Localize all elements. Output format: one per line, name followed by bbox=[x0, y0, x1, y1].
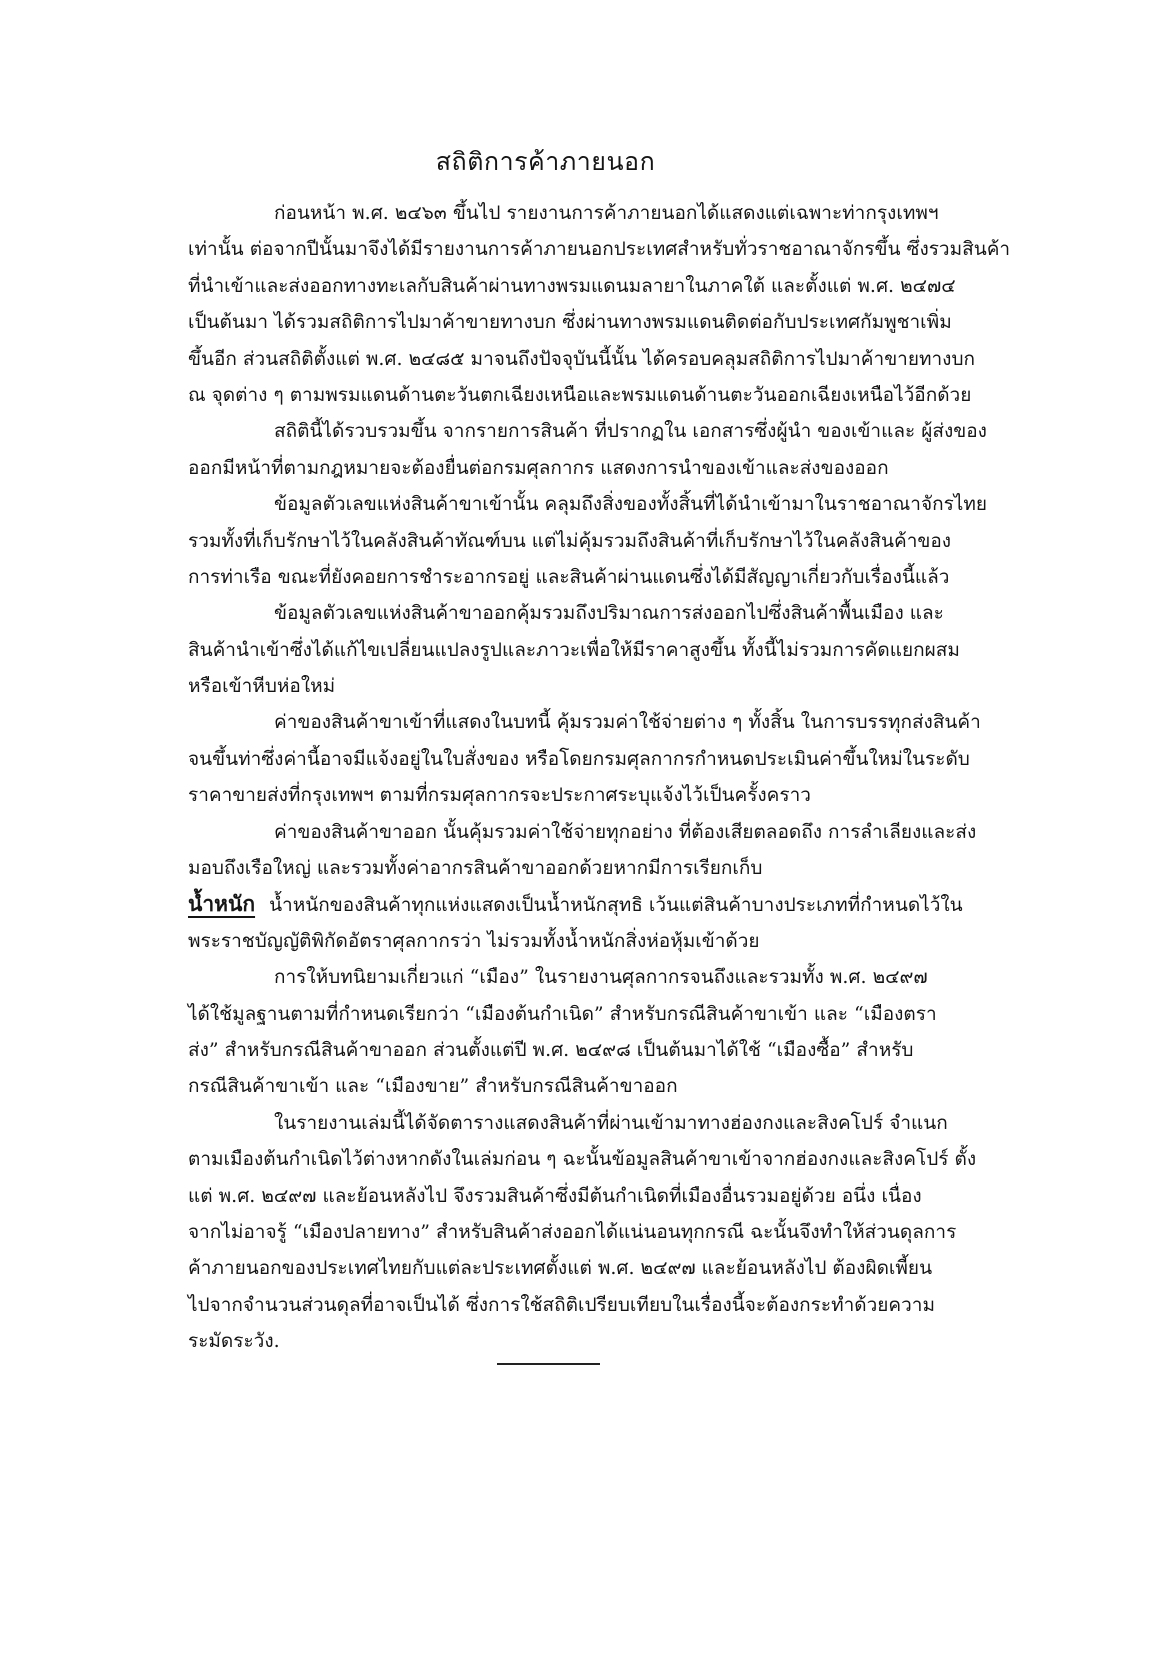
text-line: ส่ง” สำหรับกรณีสินค้าขาออก ส่วนตั้งแต่ปี พ.ศ. ๒๔๙๘ เป็นต้นมาได้ใช้ “เมืองซื้อ” สำหรับ bbox=[188, 1038, 914, 1061]
end-rule bbox=[497, 1363, 600, 1365]
paragraph bbox=[188, 195, 1011, 413]
text-line-content: น้ำหนักของสินค้าทุกแห่งแสดงเป็นน้ำหนักสุทธิ เว้นแต่สินค้าบางประเภทที่กำหนดไว้ใน bbox=[269, 894, 963, 917]
text-line: การท่าเรือ ขณะที่ยังคอยการชำระอากรอยู่ และสินค้าผ่านแดนซึ่งได้มีสัญญาเกี่ยวกับเรื่องนี้แล้ว bbox=[188, 565, 950, 588]
text-line: ค่าของสินค้าขาเข้าที่แสดงในบทนี้ คุ้มรวมค่าใช้จ่ายต่าง ๆ ทั้งสิ้น ในการบรรทุกส่งสินค้า bbox=[274, 711, 981, 734]
paragraph bbox=[188, 814, 977, 887]
page-title: สถิติการค้าภายนอก bbox=[435, 147, 656, 176]
text-line: ณ จุดต่าง ๆ ตามพรมแดนด้านตะวันตกเฉียงเหนือและพรมแดนด้านตะวันออกเฉียงเหนือไว้อีกด้วย bbox=[188, 383, 972, 406]
text-line: ข้อมูลตัวเลขแห่งสินค้าขาออกคุ้มรวมถึงปริมาณการส่งออกไปซึ่งสินค้าพื้นเมือง และ bbox=[274, 602, 944, 625]
text-line: รวมทั้งที่เก็บรักษาไว้ในคลังสินค้าทัณฑ์บน แต่ไม่คุ้มรวมถึงสินค้าที่เก็บรักษาไว้ในคลังสินค้าของ bbox=[188, 529, 952, 552]
text-line: ระมัดระวัง. bbox=[188, 1330, 280, 1353]
text-line: จากไม่อาจรู้ “เมืองปลายทาง” สำหรับสินค้าส่งออกได้แน่นอนทุกกรณี ฉะนั้นจึงทำให้ส่วนดุลการ bbox=[188, 1220, 957, 1243]
paragraph bbox=[188, 959, 937, 1105]
text-line: กรณีสินค้าขาเข้า และ “เมืองขาย” สำหรับกรณีสินค้าขาออก bbox=[188, 1075, 678, 1098]
paragraph bbox=[188, 886, 963, 959]
text-line: ตามเมืองต้นกำเนิดไว้ต่างหากดังในเล่มก่อน ๆ ฉะนั้นข้อมูลสินค้าขาเข้าจากฮ่องกงและสิงคโปร์ ตั้ง bbox=[188, 1148, 977, 1171]
text-line: สินค้านำเข้าซึ่งได้แก้ไขเปลี่ยนแปลงรูปและภาวะเพื่อให้มีราคาสูงขึ้น ทั้งนี้ไม่รวมการคัดแยกผสม bbox=[188, 638, 960, 661]
text-line: ขึ้นอีก ส่วนสถิติตั้งแต่ พ.ศ. ๒๔๘๕ มาจนถึงปัจจุบันนี้นั้น ได้ครอบคลุมสถิติการไปมาค้าขายทางบก bbox=[188, 347, 976, 370]
text-line: ไปจากจำนวนส่วนดุลที่อาจเป็นได้ ซึ่งการใช้สถิติเปรียบเทียบในเรื่องนี้จะต้องกระทำด้วยความ bbox=[188, 1293, 935, 1316]
paragraph bbox=[188, 413, 987, 486]
paragraph bbox=[188, 486, 988, 595]
text-line: ข้อมูลตัวเลขแห่งสินค้าขาเข้านั้น คลุมถึงสิ่งของทั้งสิ้นที่ได้นำเข้ามาในราชอาณาจักรไทย bbox=[274, 493, 988, 516]
text-line: ได้ใช้มูลฐานตามที่กำหนดเรียกว่า “เมืองต้นกำเนิด” สำหรับกรณีสินค้าขาเข้า และ “เมืองตรา bbox=[188, 1002, 937, 1025]
text-line: สถิตินี้ได้รวบรวมขึ้น จากรายการสินค้า ที่ปรากฏใน เอกสารซึ่งผู้นำ ของเข้าและ ผู้ส่งของ bbox=[274, 420, 987, 443]
text-line: ในรายงานเล่มนี้ได้จัดตารางแสดงสินค้าที่ผ่านเข้ามาทางฮ่องกงและสิงคโปร์ จำแนก bbox=[274, 1111, 948, 1134]
text-line: ราคาขายส่งที่กรุงเทพฯ ตามที่กรมศุลกากรจะประกาศระบุแจ้งไว้เป็นครั้งคราว bbox=[188, 784, 811, 807]
text-line: เท่านั้น ต่อจากปีนั้นมาจึงได้มีรายงานการค้าภายนอกประเทศสำหรับทั่วราชอาณาจักรขึ้น ซึ่งรวมสินค้า bbox=[188, 238, 1011, 261]
text-line: ที่นำเข้าและส่งออกทางทะเลกับสินค้าผ่านทางพรมแดนมลายาในภาคใต้ และตั้งแต่ พ.ศ. ๒๔๗๔ bbox=[188, 274, 956, 297]
text-line: มอบถึงเรือใหญ่ และรวมทั้งค่าอากรสินค้าขาออกด้วยหากมีการเรียกเก็บ bbox=[188, 857, 763, 880]
text-line: ค่าของสินค้าขาออก นั้นคุ้มรวมค่าใช้จ่ายทุกอย่าง ที่ต้องเสียตลอดถึง การลำเลียงและส่ง bbox=[274, 820, 977, 843]
text-line: พระราชบัญญัติพิกัดอัตราศุลกากรว่า ไม่รวมทั้งน้ำหนักสิ่งห่อหุ้มเข้าด้วย bbox=[188, 929, 760, 952]
paragraph bbox=[188, 704, 981, 813]
document-body bbox=[188, 195, 1011, 1360]
text-line: แต่ พ.ศ. ๒๔๙๗ และย้อนหลังไป จึงรวมสินค้าซึ่งมีต้นกำเนิดที่เมืองอื่นรวมอยู่ด้วย อนึ่ง เนื่อง bbox=[188, 1184, 922, 1207]
text-line: หรือเข้าหีบห่อใหม่ bbox=[188, 675, 336, 698]
paragraph bbox=[188, 595, 960, 704]
text-line: ก่อนหน้า พ.ศ. ๒๔๖๓ ขึ้นไป รายงานการค้าภายนอกได้แสดงแต่เฉพาะท่ากรุงเทพฯ bbox=[274, 202, 939, 224]
text-line: ออกมีหน้าที่ตามกฎหมายจะต้องยื่นต่อกรมศุลกากร แสดงการนำของเข้าและส่งของออก bbox=[188, 456, 889, 479]
section-label: น้ำหนัก bbox=[188, 891, 256, 917]
paragraph bbox=[188, 1105, 977, 1360]
text-line: จนขึ้นท่าซึ่งค่านี้อาจมีแจ้งอยู่ในใบสั่งของ หรือโดยกรมศุลกากรกำหนดประเมินค่าขึ้นใหม่ในระดับ bbox=[188, 747, 970, 770]
text-line bbox=[188, 886, 963, 922]
text-line: การให้บทนิยามเกี่ยวแก่ “เมือง” ในรายงานศุลกากรจนถึงและรวมทั้ง พ.ศ. ๒๔๙๗ bbox=[274, 966, 928, 989]
text-line: เป็นต้นมา ได้รวมสถิติการไปมาค้าขายทางบก ซึ่งผ่านทางพรมแดนติดต่อกับประเทศกัมพูชาเพิ่ม bbox=[188, 311, 952, 334]
text-line: ค้าภายนอกของประเทศไทยกับแต่ละประเทศตั้งแต่ พ.ศ. ๒๔๙๗ และย้อนหลังไป ต้องผิดเพี้ยน bbox=[188, 1257, 933, 1280]
